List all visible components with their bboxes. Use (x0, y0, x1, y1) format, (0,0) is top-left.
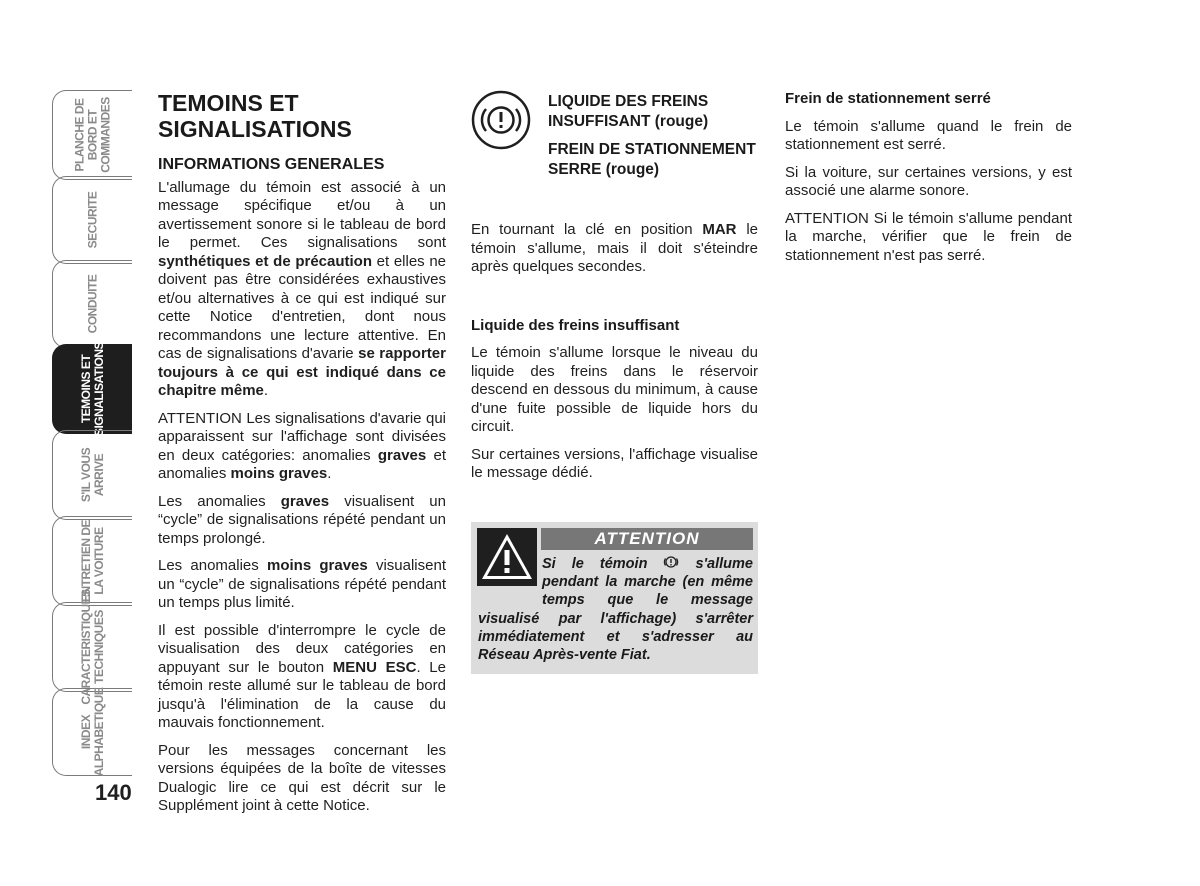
attention-text: Si le témoin s'allume pendant la marche (en même temps que le message visualisé par l'affichage) s'arrêter immédiatement et s'adresser au Réseau Après-vente Fiat. (478, 556, 753, 664)
tab-label: CARACTERISTIQUES TECHNIQUES (78, 589, 106, 705)
tab-conduite[interactable] (52, 260, 132, 348)
paragraph: Sur certaines versions, l'affichage visualise le message dédié. (471, 445, 758, 481)
tab-label: ENTRETIEN DE LA VOITURE (78, 519, 106, 603)
column-parking-brake (785, 90, 1072, 274)
tab-label: TEMOINS ET SIGNALISATIONS (78, 341, 106, 437)
tab-planche-de-bord[interactable] (52, 90, 132, 180)
attention-label: ATTENTION (541, 528, 753, 550)
brake-warning-icon (663, 554, 679, 570)
tab-sil-vous-arrive[interactable] (52, 430, 132, 520)
tab-securite[interactable] (52, 176, 132, 264)
tab-caracteristiques[interactable] (52, 589, 132, 705)
tab-label: SECURITE (85, 191, 99, 249)
paragraph: Il est possible d'interrompre le cycle de visualisation des deux catégories en appuyant sur le bouton MENU ESC. Le témoin reste allumé sur le tableau de bord jusqu'à l'élimination de la cause du mauvais fonctionnement. (158, 621, 446, 731)
paragraph: L'allumage du témoin est associé à un message spécifique et/ou à un avertissement sonore si le tableau de bord le permet. Ces signalisations sont synthétiques et de précaution et elles ne doivent pas être considérées exhaustives et/ou alternatives à ce qui est indiqué sur cette Notice d'entretien, dont nous recommandons une lecture attentive. En cas de signalisations d'avarie se rapporter toujours à ce qui est indiqué dans ce chapitre même. (158, 178, 446, 399)
warning-headings (548, 92, 758, 180)
tab-label: CONDUITE (85, 274, 99, 334)
attention-box (471, 522, 758, 674)
paragraph: Le témoin s'allume quand le frein de stationnement est serré. (785, 117, 1072, 153)
tab-label: PLANCHE DE BORD ET COMMANDES (72, 97, 112, 173)
section-heading: INFORMATIONS GENERALES (158, 156, 385, 173)
column-brake-warning (471, 221, 758, 492)
paragraph: ATTENTION Si le témoin s'allume pendant la marche, vérifier que le frein de stationnement n'est pas serré. (785, 209, 1072, 264)
subheading-brake-fluid: Liquide des freins insuffisant (471, 316, 680, 334)
tab-index[interactable] (52, 688, 132, 776)
paragraph: ATTENTION Les signalisations d'avarie qui apparaissent sur l'affichage sont divisées en deux catégories: anomalies graves et anomalies moins graves. (158, 409, 446, 482)
tab-label: INDEX ALPHABETIQUE (78, 687, 106, 777)
paragraph: En tournant la clé en position MAR le témoin s'allume, mais il doit s'éteindre après quelques secondes. (471, 221, 758, 275)
paragraph: Le témoin s'allume lorsque le niveau du liquide des freins dans le réservoir descend en dessous du minimum, à cause d'une fuite possible de liquide hors du circuit. (471, 344, 758, 435)
paragraph: Pour les messages concernant les versions équipées de la boîte de vitesses Dualogic lire ce qui est décrit sur le Supplément joint à cette Notice. (158, 741, 446, 814)
paragraph: Les anomalies graves visualisent un “cycle” de signalisations répété pendant un temps prolongé. (158, 492, 446, 547)
tab-temoins-signalisations[interactable] (52, 341, 132, 437)
paragraph: Les anomalies moins graves visualisent un “cycle” de signalisations répété pendant un temps plus limité. (158, 557, 446, 611)
subheading-parking-brake: Frein de stationnement serré (785, 90, 991, 107)
tab-label: S'IL VOUS ARRIVE (78, 447, 106, 503)
page-number: 140 (95, 780, 132, 805)
heading-parking-brake: FREIN DE STATIONNEMENT SERRE (rouge) (548, 141, 756, 178)
brake-warning-icon (471, 90, 531, 150)
paragraph: Si la voiture, sur certaines versions, y est associé une alarme sonore. (785, 163, 1072, 199)
page-title: TEMOINS ET SIGNALISATIONS (158, 90, 352, 142)
column-general-info (158, 90, 446, 825)
heading-brake-fluid: LIQUIDE DES FREINS INSUFFISANT (rouge) (548, 93, 709, 130)
